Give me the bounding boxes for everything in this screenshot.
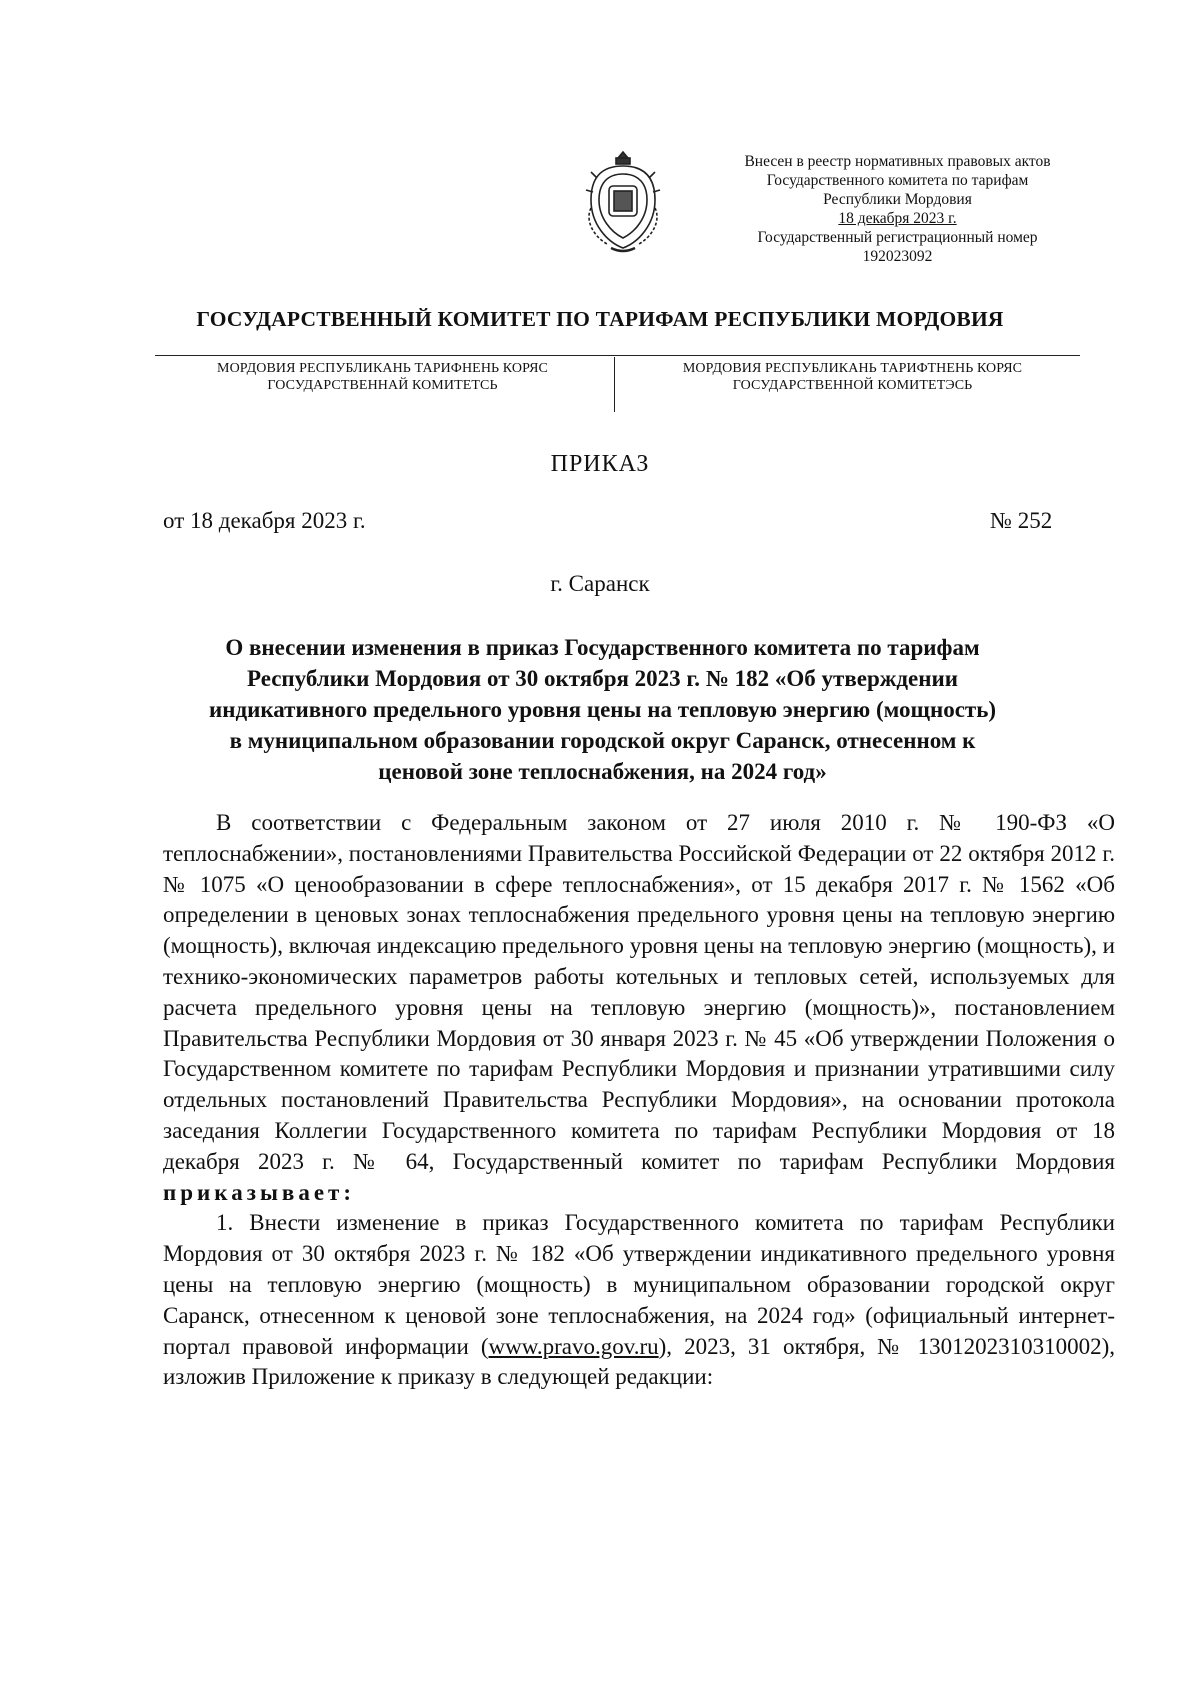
preamble-text: В соответствии с Федеральным законом от 27 июля 2010 г. № 190-ФЗ «О теплоснабжении», постановлениями Правительства Российской Федерации от 22 октября 2012 г. № 1075 «О ценообразовании в сфере теплоснабжения», от 15 декабря 2017 г. № 1562 «Об определении в ценовых зонах теплоснабжения предельного уровня цены на тепловую энергию (мощность), включая индексацию предельного уровня цены на тепловую энергию (мощность), и технико-экономических параметров работы котельных и тепловых сетей, используемых для расчета предельного уровня цены на тепловую энергию (мощность)», постановлением Правительства Республики Мордовия от 30 января 2023 г. № 45 «Об утверждении Положения о Государственном комитете по тарифам Республики Мордовия и признании утратившими силу отдельных постановлений Правительства Республики Мордовия», на основании протокола заседания Коллегии Государственного комитета по тарифам Республики Мордовия от 18 декабря 2023 г. № 64, Государственный комитет по тарифам Республики Мордовия xyxy=(163,810,1115,1174)
orders-word: приказывает: xyxy=(163,1179,355,1205)
document-type: ПРИКАЗ xyxy=(550,451,650,477)
heading-line: Республики Мордовия от 30 октября 2023 г. № 182 «Об утверждении xyxy=(246,666,959,691)
heading-line: О внесении изменения в приказ Государственного комитета по тарифам xyxy=(225,635,980,660)
org-name-line: МОРДОВИЯ РЕСПУБЛИКАНЬ ТАРИФНЕНЬ КОРЯС xyxy=(217,361,548,376)
header-column-divider xyxy=(614,357,615,412)
coat-of-arms-emblem xyxy=(583,148,663,253)
heading-line: индикативного предельного уровня цены на тепловую энергию (мощность) xyxy=(208,697,997,722)
heading-line: ценовой зоне теплоснабжения, на 2024 год» xyxy=(378,759,827,784)
order-heading xyxy=(140,632,1065,787)
registry-line: Внесен в реестр нормативных правовых актов xyxy=(744,153,1051,170)
organization-title: ГОСУДАРСТВЕННЫЙ КОМИТЕТ ПО ТАРИФАМ РЕСПУБЛИКИ МОРДОВИЯ xyxy=(196,307,1004,331)
registry-line: Государственный регистрационный номер xyxy=(757,229,1038,246)
org-name-line: МОРДОВИЯ РЕСПУБЛИКАНЬ ТАРИФТНЕНЬ КОРЯС xyxy=(682,361,1023,376)
org-name-line: ГОСУДАРСТВЕННАЙ КОМИТЕТСЬ xyxy=(267,378,498,393)
organization-name-erzya xyxy=(630,360,1075,394)
item-1-text-end: ), 2023, 31 октября, № 1301202310310002), изложив Приложение к приказу в следующей редакции: xyxy=(163,1333,1115,1390)
registry-date: 18 декабря 2023 г. xyxy=(838,210,957,227)
registry-number: 192023092 xyxy=(862,248,933,265)
preamble-paragraph xyxy=(163,808,1115,1208)
header-divider xyxy=(155,355,1080,356)
order-number: № 252 xyxy=(990,508,1053,533)
order-body xyxy=(163,808,1115,1393)
organization-name-moksha xyxy=(170,360,595,394)
registry-stamp xyxy=(715,152,1080,266)
order-date: от 18 декабря 2023 г. xyxy=(163,508,366,533)
pravo-gov-link[interactable]: www.pravo.gov.ru xyxy=(488,1333,659,1359)
item-1-text: 1. Внести изменение в приказ Государственного комитета по тарифам Республики Мордовия от 30 октября 2023 г. № 182 «Об утверждении индикативного предельного уровня цены на тепловую энергию (мощность) в муниципальном образовании городской округ Саранск, отнесенном к ценовой зоне теплоснабжения, на 2024 год» (официальный интернет-портал правовой информации ( xyxy=(163,1210,1115,1359)
order-city: г. Саранск xyxy=(550,571,650,596)
registry-line: Республики Мордовия xyxy=(823,191,972,208)
org-name-line: ГОСУДАРСТВЕННОЙ КОМИТЕТЭСЬ xyxy=(732,378,973,393)
heading-line: в муниципальном образовании городской округ Саранск, отнесенном к xyxy=(229,728,976,753)
item-1-paragraph xyxy=(163,1208,1115,1393)
registry-line: Государственного комитета по тарифам xyxy=(766,172,1029,189)
